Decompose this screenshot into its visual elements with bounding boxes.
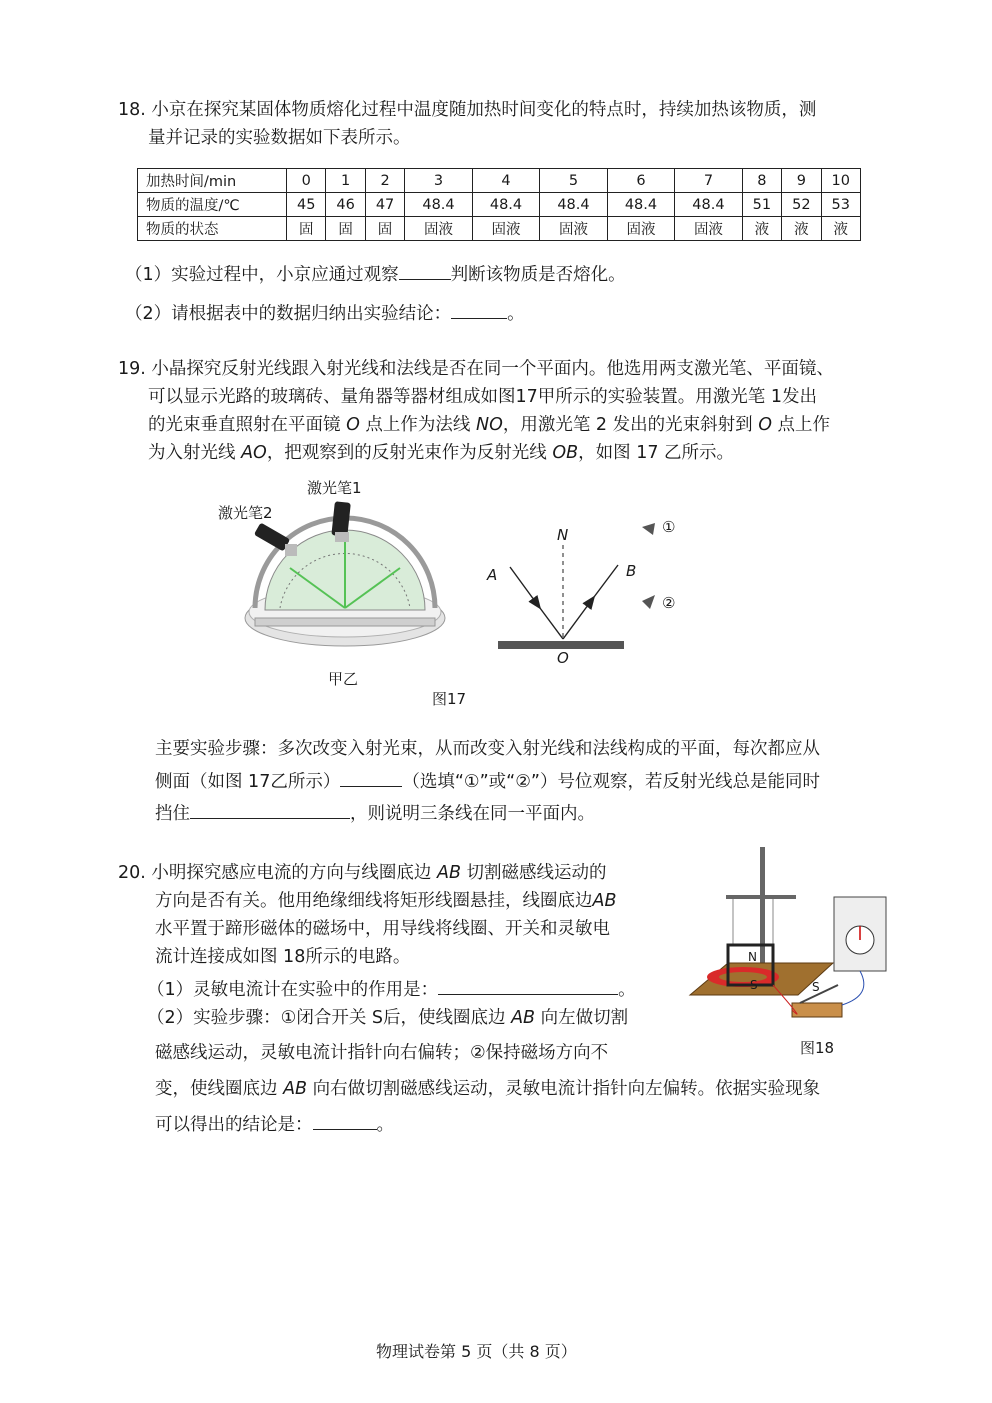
q19-steps-blank-1 xyxy=(340,768,402,787)
fig17-caption: 图17 xyxy=(432,690,467,708)
q18-sub2-prefix: （2）请根据表中的数据归纳出实验结论： xyxy=(125,304,452,324)
table-cell: 0 xyxy=(287,169,326,193)
q20-ab-4: AB xyxy=(283,1079,308,1099)
q19-normal-no: NO xyxy=(475,415,503,435)
fig18-apparatus xyxy=(688,845,893,1030)
table-cell: 47 xyxy=(365,193,404,217)
fig18-label-s: S xyxy=(750,978,758,992)
q20-ab-1: AB xyxy=(436,863,461,883)
q19-point-o: O xyxy=(346,415,360,435)
table-cell: 52 xyxy=(782,193,821,217)
q20-sub2-line3 xyxy=(155,1076,820,1102)
table-cell: 51 xyxy=(742,193,781,217)
q20-sub2-line3-b: 向右做切割磁感线运动，灵敏电流计指针向左偏转。依据实验现象 xyxy=(307,1079,821,1099)
q18-sub1 xyxy=(125,261,626,288)
table-cell: 48.4 xyxy=(540,193,607,217)
fig17-label-jia-yi: 甲乙 xyxy=(328,670,359,688)
q20-line4: 流计连接成如图 18所示的电路。 xyxy=(155,947,411,967)
fig17-label-b: B xyxy=(626,562,637,580)
table-cell: 53 xyxy=(821,193,860,217)
q20-ab-3: AB xyxy=(511,1008,536,1028)
q18-line2: 量并记录的实验数据如下表所示。 xyxy=(148,128,411,148)
wire-blue xyxy=(842,971,864,1005)
q19-line4-b: ，把观察到的反射光束作为反射光线 xyxy=(266,443,553,463)
table-cell: 7 xyxy=(675,169,742,193)
magnet-gap xyxy=(719,972,767,982)
fig17-label-o: O xyxy=(557,649,569,667)
reflected-ray-tail xyxy=(591,565,618,601)
q19-line3-d: 点上作 xyxy=(771,415,831,435)
q18-data-table xyxy=(137,168,861,241)
table-cell: 液 xyxy=(782,217,821,241)
fig18-caption: 图18 xyxy=(800,1039,835,1057)
q19-steps-blank-2 xyxy=(190,800,350,819)
table-cell: 3 xyxy=(405,169,472,193)
table-cell: 液 xyxy=(742,217,781,241)
q20-ab-2: AB xyxy=(592,891,617,911)
switch-base xyxy=(792,1003,842,1017)
table-cell: 5 xyxy=(540,169,607,193)
q20-sub2-blank xyxy=(313,1111,377,1130)
fig18-label-switch: S xyxy=(812,980,820,994)
fig17-label-a: A xyxy=(487,566,498,584)
eye-position-2-icon xyxy=(642,595,655,609)
row-label: 物质的温度/℃ xyxy=(138,193,287,217)
table-cell: 6 xyxy=(607,169,674,193)
q18-line1: 18. 小京在探究某固体物质熔化过程中温度随加热时间变化的特点时，持续加热该物质，测 xyxy=(118,100,817,120)
table-row xyxy=(138,217,861,241)
q18-sub1-suffix: 判断该物质是否熔化。 xyxy=(450,265,626,285)
q19-ray-ob: OB xyxy=(552,443,579,463)
q20-sub2-line1-b: 向左做切割 xyxy=(535,1008,629,1028)
table-cell: 8 xyxy=(742,169,781,193)
table-cell: 固 xyxy=(326,217,365,241)
table-cell: 固液 xyxy=(405,217,472,241)
fig17-label-pen2: 激光笔2 xyxy=(218,504,273,522)
q19-line1: 19. 小晶探究反射光线跟入射光线和法线是否在同一个平面内。他选用两支激光笔、平面镜、 xyxy=(118,359,834,379)
q20-line3: 水平置于蹄形磁体的磁场中，用导线将线圈、开关和灵敏电 xyxy=(155,919,610,939)
q20-sub2-line1 xyxy=(147,1005,628,1031)
q20-line1 xyxy=(118,860,607,886)
page-footer: 物理试卷第 5 页（共 8 页） xyxy=(376,1342,577,1361)
q20-line2-a: 方向是否有关。他用绝缘细线将矩形线圈悬挂，线圈底边 xyxy=(155,891,593,911)
q20-sub2-line3-a: 变，使线圈底边 xyxy=(155,1079,284,1099)
table-cell: 2 xyxy=(365,169,404,193)
table-cell: 9 xyxy=(782,169,821,193)
q18-sub2-blank xyxy=(451,300,507,319)
table-cell: 45 xyxy=(287,193,326,217)
q19-steps-line2-b: （选填“①”或“②”）号位观察，若反射光线总是能同时 xyxy=(402,772,820,792)
q18-sub2 xyxy=(125,300,525,327)
q20-sub2-line4-b: 。 xyxy=(376,1115,394,1135)
q19-line3-a: 的光束垂直照射在平面镜 xyxy=(148,415,347,435)
fig18-label-n: N xyxy=(748,950,757,964)
q20-sub1-blank xyxy=(438,976,618,995)
eye-position-1-icon xyxy=(642,523,655,535)
table-cell: 液 xyxy=(821,217,860,241)
q19-line4 xyxy=(148,440,734,466)
q19-steps-line3-a: 挡住 xyxy=(155,804,190,824)
table-cell: 48.4 xyxy=(675,193,742,217)
q20-sub1-suffix: 。 xyxy=(618,980,636,1000)
q19-line2: 可以显示光路的玻璃砖、量角器等器材组成如图17甲所示的实验装置。用激光笔 1发出 xyxy=(148,387,817,407)
table-cell: 48.4 xyxy=(472,193,539,217)
q19-steps-line2-a: 侧面（如图 17乙所示） xyxy=(155,772,341,792)
table-cell: 固液 xyxy=(472,217,539,241)
table-cell: 4 xyxy=(472,169,539,193)
table-cell: 48.4 xyxy=(607,193,674,217)
fig17-ray-diagram xyxy=(490,515,690,670)
q18-sub1-prefix: （1）实验过程中，小京应通过观察 xyxy=(125,265,399,285)
q20-sub2-line1-a: （2）实验步骤：①闭合开关 S后，使线圈底边 xyxy=(147,1008,512,1028)
table-cell: 固液 xyxy=(607,217,674,241)
fig17-label-position-1: ① xyxy=(662,518,676,536)
table-cell: 固液 xyxy=(675,217,742,241)
q19-ray-ao: AO xyxy=(241,443,267,463)
row-label: 物质的状态 xyxy=(138,217,287,241)
table-cell: 固 xyxy=(287,217,326,241)
q20-line2 xyxy=(155,888,616,914)
q20-sub1 xyxy=(147,976,636,1003)
table-row xyxy=(138,193,861,217)
q20-sub2-line2: 磁感线运动，灵敏电流计指针向右偏转；②保持磁场方向不 xyxy=(155,1043,609,1063)
fig17-label-pen1: 激光笔1 xyxy=(307,479,362,497)
q18-sub2-suffix: 。 xyxy=(507,304,525,324)
table-cell: 10 xyxy=(821,169,860,193)
q20-line1-b: 切割磁感线运动的 xyxy=(460,863,607,883)
row-label: 加热时间/min xyxy=(138,169,287,193)
table-cell: 固 xyxy=(365,217,404,241)
q18-sub1-blank xyxy=(399,261,451,280)
q19-line3 xyxy=(148,412,830,438)
q20-sub1-prefix: （1）灵敏电流计在实验中的作用是： xyxy=(147,980,439,1000)
stand-arm xyxy=(726,895,796,899)
q19-steps-line3 xyxy=(155,800,595,827)
q19-steps-line3-b: ，则说明三条线在同一平面内。 xyxy=(350,804,595,824)
q19-point-o-2: O xyxy=(758,415,772,435)
q20-sub2-line4 xyxy=(155,1111,394,1138)
table-cell: 固液 xyxy=(540,217,607,241)
q19-line3-b: 点上作为法线 xyxy=(359,415,476,435)
fig17-label-n: N xyxy=(557,526,569,544)
table-cell: 46 xyxy=(326,193,365,217)
incident-ray-tail xyxy=(537,604,563,639)
q19-line3-c: ，用激光笔 2 发出的光束斜射到 xyxy=(502,415,759,435)
q19-steps-line2 xyxy=(155,768,820,795)
q20-line1-a: 20. 小明探究感应电流的方向与线圈底边 xyxy=(118,863,437,883)
incident-ray-head xyxy=(510,567,537,604)
q20-sub2-line4-a: 可以得出的结论是： xyxy=(155,1115,313,1135)
plane-mirror xyxy=(498,641,624,649)
reflected-ray-head xyxy=(563,601,591,639)
fig17-label-position-2: ② xyxy=(662,594,676,612)
q19-line4-c: ，如图 17 乙所示。 xyxy=(578,443,735,463)
q19-line4-a: 为入射光线 xyxy=(148,443,242,463)
table-row xyxy=(138,169,861,193)
table-cell: 1 xyxy=(326,169,365,193)
q19-steps-line1: 主要实验步骤：多次改变入射光束，从而改变入射光线和法线构成的平面，每次都应从 xyxy=(155,739,820,759)
table-cell: 48.4 xyxy=(405,193,472,217)
